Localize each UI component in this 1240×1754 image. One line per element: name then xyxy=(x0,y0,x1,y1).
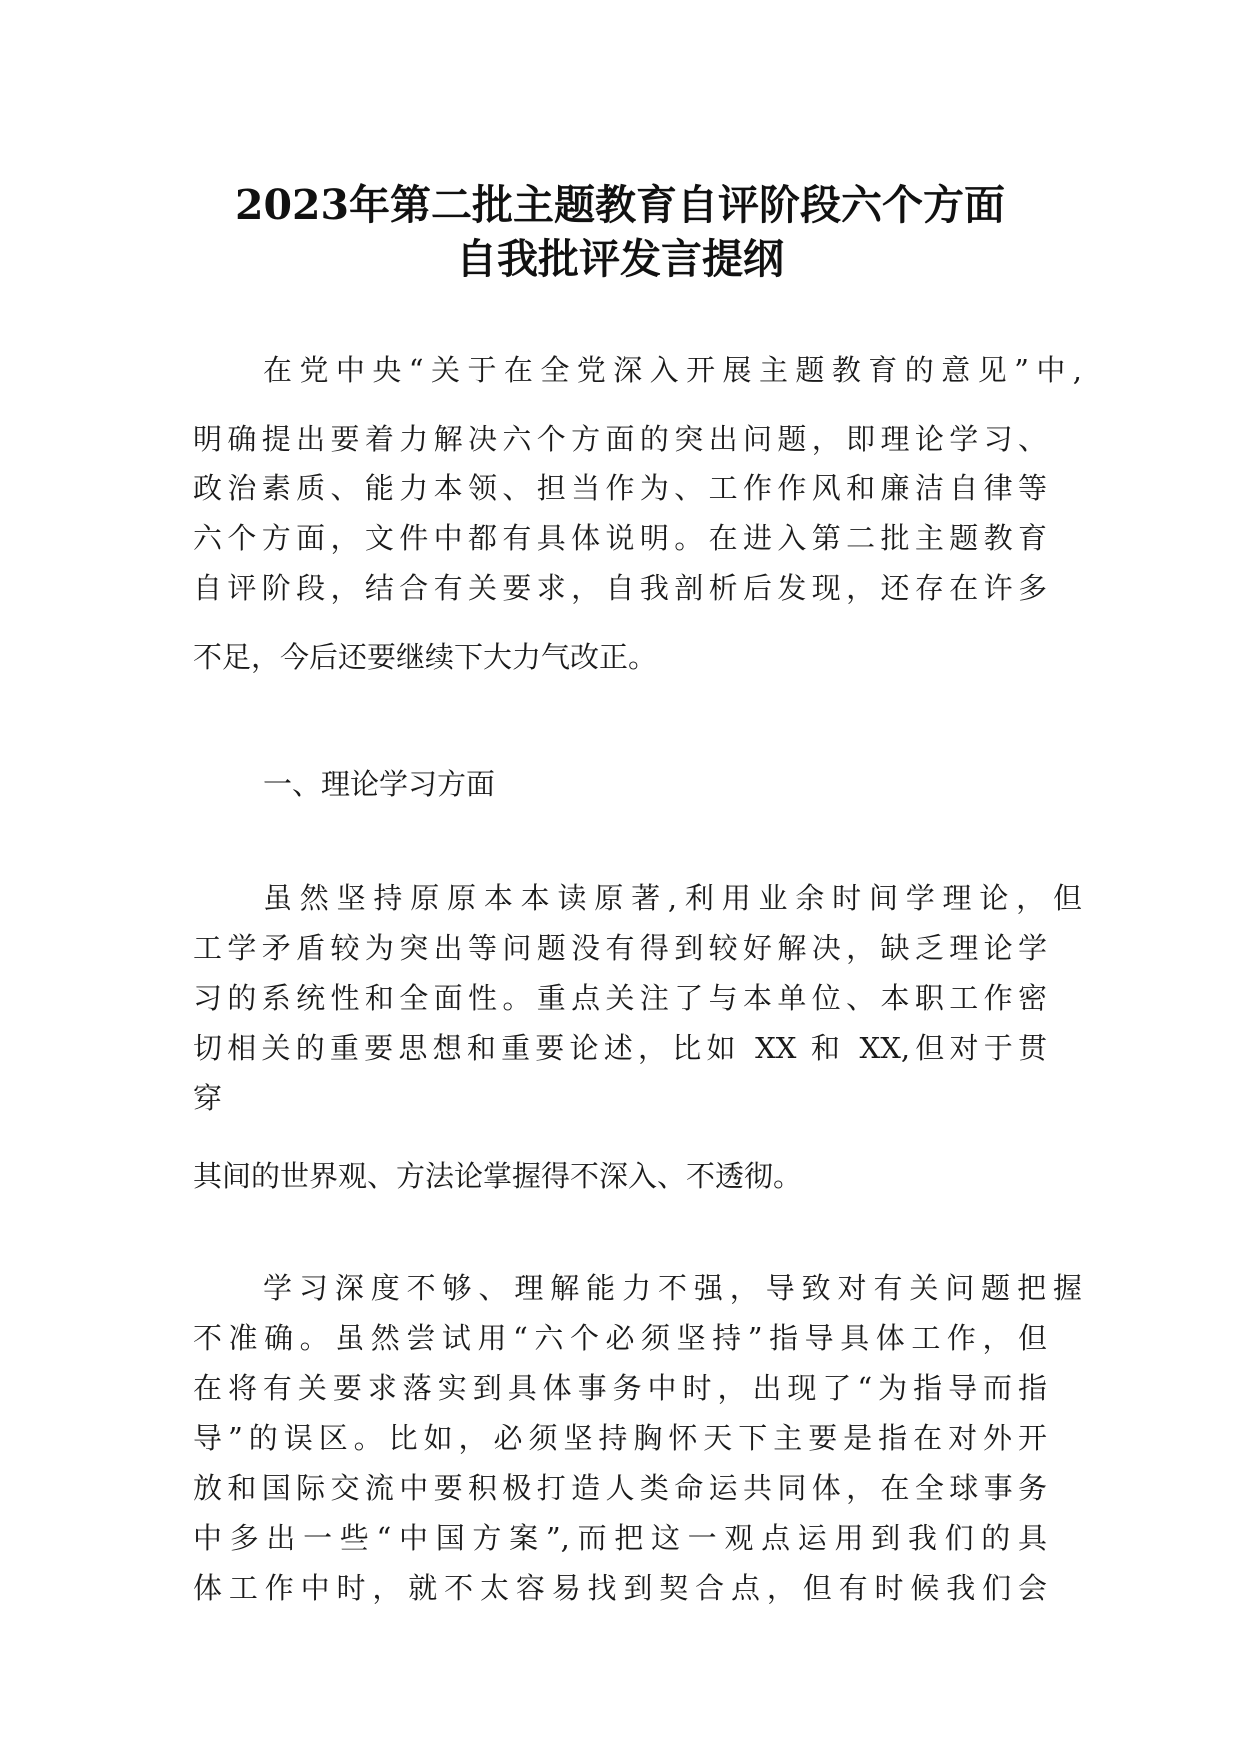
text-line: 六个方面，文件中都有具体说明。在进入第二批主题教育 xyxy=(193,521,1047,555)
document-title xyxy=(0,178,1240,286)
text-line: 放和国际交流中要积极打造人类命运共同体，在全球事务 xyxy=(193,1471,1047,1505)
text-line: 自评阶段，结合有关要求，自我剖析后发现，还存在许多 xyxy=(193,571,1047,605)
text-line: 学习深度不够、理解能力不强，导致对有关问题把握 xyxy=(263,1271,1082,1305)
text-line: 切相关的重要思想和重要论述，比如 XX 和 XX,但对于贯 xyxy=(193,1031,1047,1065)
text-line: 工学矛盾较为突出等问题没有得到较好解决，缺乏理论学 xyxy=(193,931,1047,965)
text-line: 虽然坚持原原本本读原著,利用业余时间学理论，但 xyxy=(263,881,1082,915)
text-line: 政治素质、能力本领、担当作为、工作作风和廉洁自律等 xyxy=(193,471,1047,505)
text-line: 体工作中时，就不太容易找到契合点，但有时候我们会 xyxy=(193,1571,1047,1605)
text-line: 在党中央“关于在全党深入开展主题教育的意见”中, xyxy=(263,353,1082,387)
title-line-1: 2023年第二批主题教育自评阶段六个方面 xyxy=(234,181,1006,229)
title-line-2: 自我批评发言提纲 xyxy=(456,235,784,283)
text-line: 穿 xyxy=(193,1081,223,1115)
text-line: 在将有关要求落实到具体事务中时，出现了“为指导而指 xyxy=(193,1371,1047,1405)
text-line: 其间的世界观、方法论掌握得不深入、不透彻。 xyxy=(193,1159,803,1193)
text-line: 导”的误区。比如，必须坚持胸怀天下主要是指在对外开 xyxy=(193,1421,1047,1455)
text-line: 不准确。虽然尝试用“六个必须坚持”指导具体工作，但 xyxy=(193,1321,1047,1355)
text-line: 中多出一些“中国方案”,而把这一观点运用到我们的具 xyxy=(193,1521,1047,1555)
text-line: 不足，今后还要继续下大力气改正。 xyxy=(193,640,658,674)
section-heading: 一、理论学习方面 xyxy=(263,767,496,801)
text-line: 习的系统性和全面性。重点关注了与本单位、本职工作密 xyxy=(193,981,1047,1015)
text-line: 明确提出要着力解决六个方面的突出问题，即理论学习、 xyxy=(193,422,1047,456)
